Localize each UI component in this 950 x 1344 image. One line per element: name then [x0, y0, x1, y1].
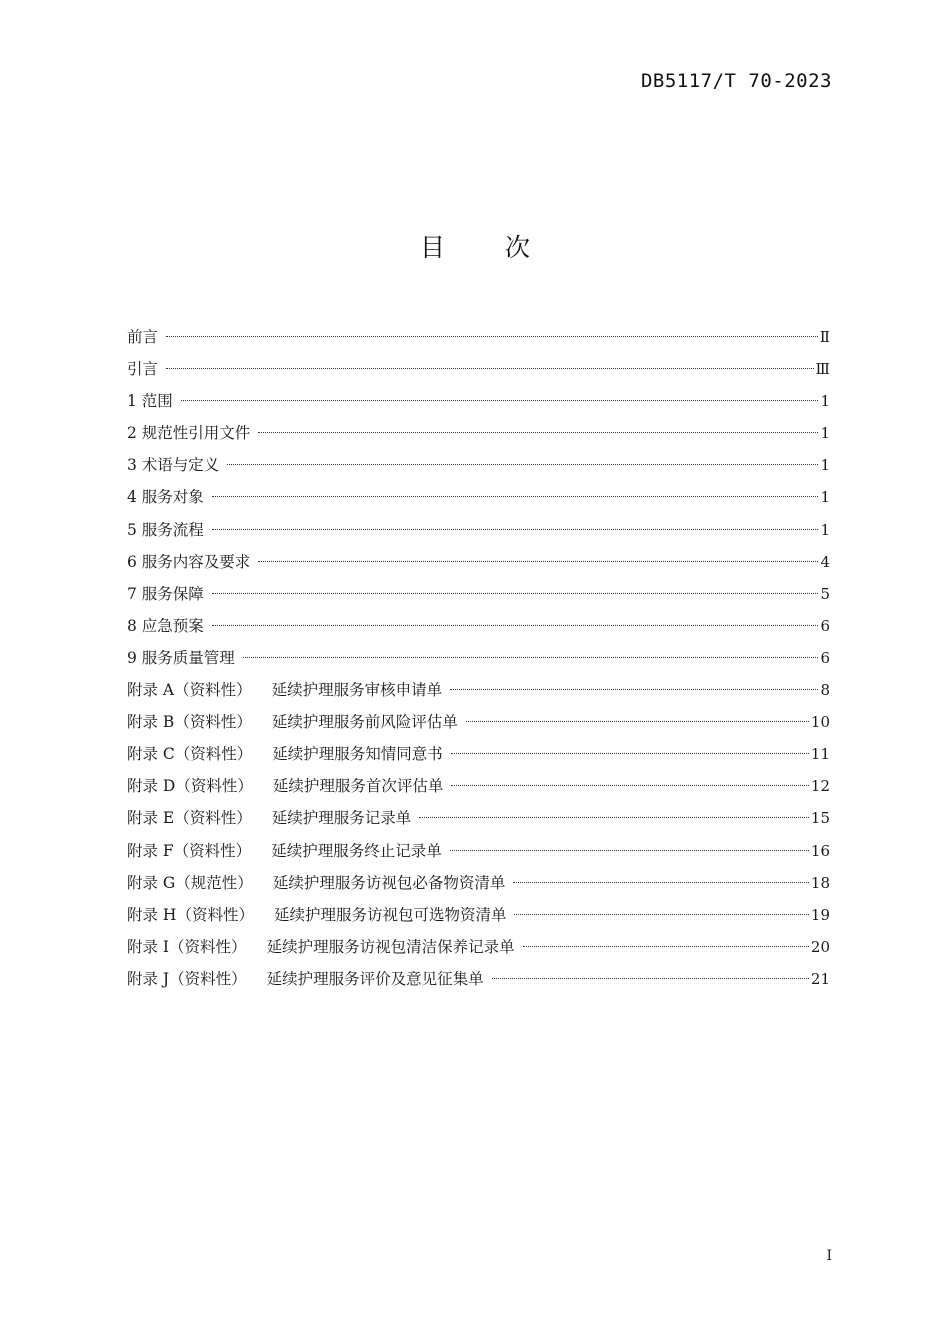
toc-entry-foreword[interactable]: [127, 321, 830, 353]
toc-entry-label: 1 范围: [127, 392, 173, 411]
toc-entry-page: Ⅱ: [819, 328, 830, 346]
appendix-title: 延续护理服务记录单: [271, 809, 412, 828]
toc-entry-page: 10: [810, 713, 830, 732]
toc-entry-appendix-a[interactable]: [127, 674, 830, 706]
table-of-contents: [127, 321, 830, 995]
toc-entry-appendix-d[interactable]: [127, 770, 830, 802]
dot-leader: [466, 721, 809, 722]
dot-leader: [212, 593, 819, 594]
toc-entry-page: 16: [810, 841, 830, 860]
toc-entry-label: 附录 I（资料性）: [127, 937, 247, 956]
toc-entry-label: 附录 G（规范性）: [127, 873, 253, 892]
toc-entry-label: 引言: [127, 360, 159, 379]
toc-entry-page: 5: [820, 584, 830, 603]
toc-entry-page: 18: [810, 873, 830, 892]
appendix-title: 延续护理服务首次评估单: [272, 777, 444, 796]
toc-entry-page: 1: [820, 424, 830, 443]
toc-entry-label: 6 服务内容及要求: [127, 552, 251, 571]
toc-entry-page: 6: [820, 648, 830, 667]
toc-entry-service-process[interactable]: [127, 514, 830, 546]
toc-entry-scope[interactable]: [127, 385, 830, 417]
toc-entry-emergency-plan[interactable]: [127, 610, 830, 642]
appendix-title: 延续护理服务访视包必备物资清单: [272, 873, 506, 892]
toc-entry-service-content[interactable]: [127, 546, 830, 578]
toc-entry-page: 1: [820, 520, 830, 539]
dot-leader: [243, 657, 819, 658]
dot-leader: [523, 946, 809, 947]
toc-entry-normative-references[interactable]: [127, 417, 830, 449]
toc-entry-label: 附录 C（资料性）: [127, 745, 253, 764]
toc-entry-appendix-f[interactable]: [127, 835, 830, 867]
toc-entry-page: 6: [820, 616, 830, 635]
toc-entry-terms-definitions[interactable]: [127, 449, 830, 481]
toc-entry-appendix-g[interactable]: [127, 867, 830, 899]
dot-leader: [514, 914, 808, 915]
dot-leader: [258, 561, 818, 562]
toc-entry-introduction[interactable]: [127, 353, 830, 385]
toc-entry-page: 11: [810, 745, 830, 764]
toc-entry-appendix-b[interactable]: [127, 706, 830, 738]
toc-entry-label: 附录 F（资料性）: [127, 841, 252, 860]
toc-entry-label: 4 服务对象: [127, 488, 204, 507]
toc-entry-quality-management[interactable]: [127, 642, 830, 674]
toc-entry-label: 7 服务保障: [127, 584, 204, 603]
toc-entry-label: 8 应急预案: [127, 616, 204, 635]
toc-entry-label: 附录 D（资料性）: [127, 777, 253, 796]
dot-leader: [166, 336, 818, 337]
appendix-title: 延续护理服务前风险评估单: [271, 713, 458, 732]
appendix-title: 延续护理服务访视包清洁保养记录单: [266, 937, 515, 956]
dot-leader: [450, 689, 818, 690]
dot-leader: [451, 753, 809, 754]
dot-leader: [181, 400, 819, 401]
appendix-title: 延续护理服务审核申请单: [271, 681, 443, 700]
dot-leader: [212, 496, 819, 497]
toc-entry-page: 1: [820, 456, 830, 475]
toc-entry-page: 19: [810, 905, 830, 924]
toc-entry-label: 附录 E（资料性）: [127, 809, 252, 828]
dot-leader: [212, 529, 819, 530]
toc-entry-appendix-c[interactable]: [127, 738, 830, 770]
toc-entry-label: 5 服务流程: [127, 520, 204, 539]
toc-entry-label: 附录 A（资料性）: [127, 681, 252, 700]
toc-entry-service-guarantee[interactable]: [127, 578, 830, 610]
toc-entry-appendix-j[interactable]: [127, 963, 830, 995]
dot-leader: [227, 464, 818, 465]
toc-entry-label: 9 服务质量管理: [127, 648, 235, 667]
dot-leader: [451, 785, 809, 786]
document-code: DB5117/T 70-2023: [640, 70, 832, 92]
footer-page-number: I: [826, 1248, 832, 1264]
dot-leader: [450, 850, 809, 851]
dot-leader: [212, 625, 819, 626]
appendix-title: 延续护理服务知情同意书: [272, 745, 443, 764]
dot-leader: [419, 817, 809, 818]
toc-entry-appendix-h[interactable]: [127, 899, 830, 931]
toc-entry-page: 21: [810, 969, 830, 988]
toc-entry-page: 8: [820, 681, 830, 700]
toc-entry-label: 3 术语与定义: [127, 456, 220, 475]
toc-entry-appendix-i[interactable]: [127, 931, 830, 963]
page-title: 目 次: [420, 233, 556, 262]
toc-entry-page: 15: [810, 809, 830, 828]
dot-leader: [166, 368, 814, 369]
appendix-title: 延续护理服务终止记录单: [271, 841, 442, 860]
dot-leader: [258, 432, 818, 433]
toc-entry-appendix-e[interactable]: [127, 802, 830, 834]
appendix-title: 延续护理服务访视包可选物资清单: [273, 905, 507, 924]
dot-leader: [513, 882, 809, 883]
toc-entry-label: 附录 H（资料性）: [127, 905, 254, 924]
appendix-title: 延续护理服务评价及意见征集单: [266, 969, 484, 988]
toc-entry-page: 1: [820, 488, 830, 507]
toc-entry-service-objects[interactable]: [127, 481, 830, 513]
toc-entry-label: 附录 B（资料性）: [127, 713, 252, 732]
toc-entry-page: 1: [820, 392, 830, 411]
toc-entry-label: 前言: [127, 328, 159, 346]
toc-entry-page: 4: [820, 552, 830, 571]
toc-entry-page: 12: [810, 777, 830, 796]
dot-leader: [492, 978, 809, 979]
toc-entry-page: Ⅲ: [815, 360, 830, 379]
toc-entry-label: 2 规范性引用文件: [127, 424, 251, 443]
toc-entry-label: 附录 J（资料性）: [127, 969, 247, 988]
toc-entry-page: 20: [810, 937, 830, 956]
